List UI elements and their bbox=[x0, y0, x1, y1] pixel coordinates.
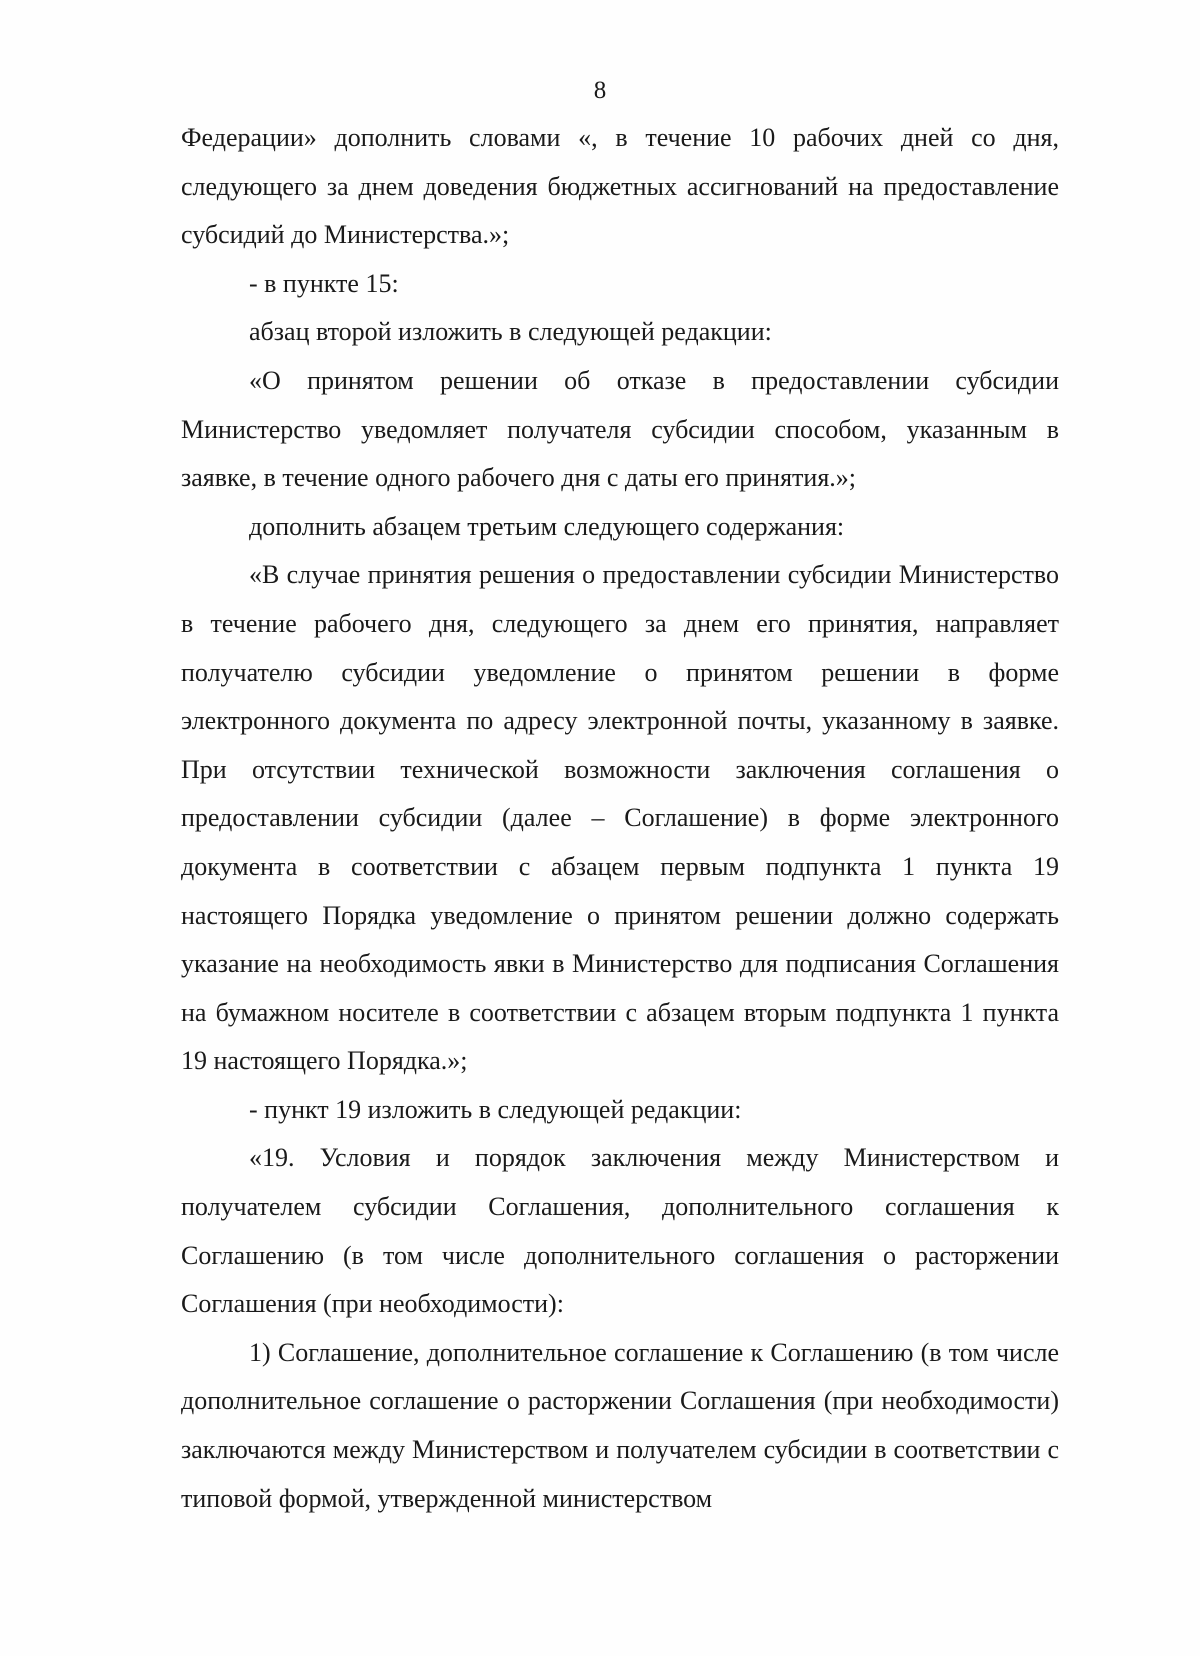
paragraph-approval-notice: «В случае принятия решения о предоставлении субсидии Министерство в течение рабочего дня, следующего за днем его принятия, направляет получателю субсидии уведомление о принятом решении в форме электронного документа по адресу электронной почты, указанному в заявке. При отсутствии технической возможности заключения соглашения о предоставлении субсидии (далее – Соглашение) в форме электронного документа в соответствии с абзацем первым подпункта 1 пункта 19 настоящего Порядка уведомление о принятом решении должно содержать указание на необходимость явки в Министерство для подписания Соглашения на бумажном носителе в соответствии с абзацем вторым подпункта 1 пункта 19 настоящего Порядка.»; bbox=[181, 560, 1059, 1076]
document-body bbox=[181, 114, 1059, 1523]
paragraph-subclause-1: 1) Соглашение, дополнительное соглашение к Соглашению (в том числе дополнительное соглашение о расторжении Соглашения (при необходимости) заключаются между Министерством и получателем субсидии в соответствии с типовой формой, утвержденной министерством bbox=[181, 1337, 1059, 1513]
paragraph-clause-15: - в пункте 15: bbox=[249, 268, 399, 298]
paragraph-refusal-notice: «О принятом решении об отказе в предоставлении субсидии Министерство уведомляет получателя субсидии способом, указанным в заявке, в течение одного рабочего дня с даты его принятия.»; bbox=[181, 365, 1059, 493]
paragraph-continuation: Федерации» дополнить словами «, в течение 10 рабочих дней со дня, следующего за днем доведения бюджетных ассигнований на предоставление субсидий до Министерства.»; bbox=[181, 123, 1059, 250]
paragraph-conditions: «19. Условия и порядок заключения между Министерством и получателем субсидии Соглашения, дополнительного соглашения к Соглашению (в том числе дополнительного соглашения о расторжении Соглашения (при необходимости): bbox=[181, 1143, 1059, 1319]
page-number: 8 bbox=[593, 77, 607, 104]
paragraph-clause-19: - пункт 19 изложить в следующей редакции: bbox=[249, 1094, 742, 1124]
paragraph-second-abzac: абзац второй изложить в следующей редакции: bbox=[249, 317, 772, 347]
paragraph-add-third-abzac: дополнить абзацем третьим следующего содержания: bbox=[249, 511, 845, 541]
